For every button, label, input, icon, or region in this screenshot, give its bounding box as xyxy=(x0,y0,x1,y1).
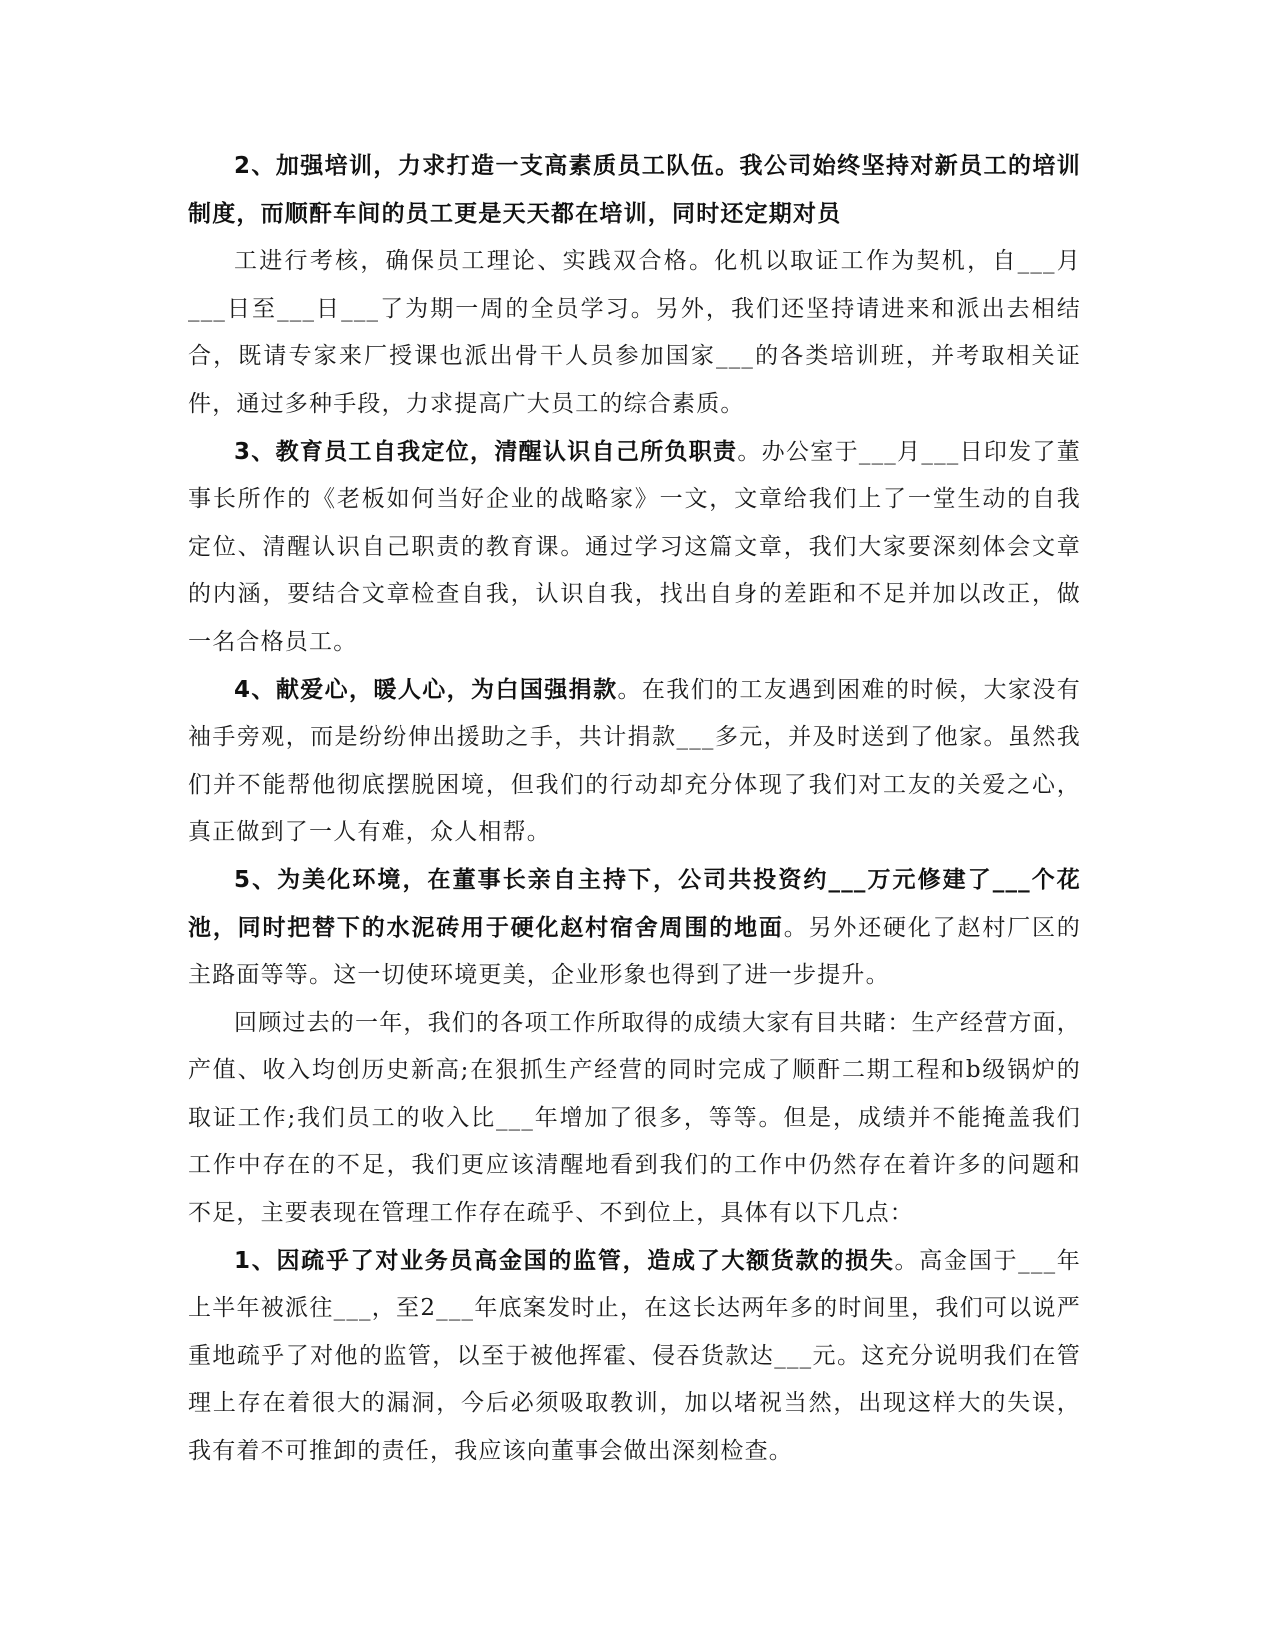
paragraph-donation-heading: 4、献爱心，暖人心，为白国强捐款 xyxy=(234,676,618,703)
paragraph-self-positioning-heading: 3、教育员工自我定位，清醒认识自己所负职责 xyxy=(234,438,738,465)
paragraph-self-positioning-body: 。办公室于___月___日印发了董事长所作的《老板如何当好企业的战略家》一文，文章给我们上了一堂生动的自我定位、清醒认识自己职责的教育课。通过学习这篇文章，我们大家要深刻体会文章的内涵，要结合文章检查自我，认识自我，找出自身的差距和不足并加以改正，做一名合格员工。 xyxy=(188,438,1081,655)
paragraph-review xyxy=(188,1000,1081,1238)
paragraph-environment-heading: 5、为美化环境，在董事长亲自主持下，公司共投资约___万元修建了___个花池，同时把替下的水泥砖用于硬化赵村宿舍周围的地面 xyxy=(188,866,1081,941)
paragraph-training-heading: 2、加强培训，力求打造一支高素质员工队伍。我公司始终坚持对新员工的培训制度，而顺酐车间的员工更是天天都在培训，同时还定期对员 xyxy=(188,153,1081,227)
document-body xyxy=(188,143,1081,1476)
paragraph-training xyxy=(188,143,1081,238)
paragraph-review-body: 回顾过去的一年，我们的各项工作所取得的成绩大家有目共睹：生产经营方面，产值、收入均创历史新高;在狠抓生产经营的同时完成了顺酐二期工程和b级锅炉的取证工作;我们员工的收入比___年增加了很多，等等。但是，成绩并不能掩盖我们工作中存在的不足，我们更应该清醒地看到我们的工作中仍然存在着许多的问题和不足，主要表现在管理工作存在疏乎、不到位上，具体有以下几点： xyxy=(188,1009,1081,1227)
paragraph-donation xyxy=(188,667,1081,857)
paragraph-supervision-heading: 1、因疏乎了对业务员高金国的监管，造成了大额货款的损失 xyxy=(234,1247,895,1274)
paragraph-supervision xyxy=(188,1238,1081,1476)
paragraph-environment-body: 。另外还硬化了赵村厂区的主路面等等。这一切使环境更美，企业形象也得到了进一步提升。 xyxy=(188,914,1081,989)
paragraph-environment xyxy=(188,857,1081,1000)
paragraph-training-continued xyxy=(188,238,1081,428)
paragraph-training-body: 工进行考核，确保员工理论、实践双合格。化机以取证工作为契机，自___月___日至___日___了为期一周的全员学习。另外，我们还坚持请进来和派出去相结合，既请专家来厂授课也派出骨干人员参加国家___的各类培训班，并考取相关证件，通过多种手段，力求提高广大员工的综合素质。 xyxy=(188,248,1081,417)
paragraph-self-positioning xyxy=(188,429,1081,667)
paragraph-supervision-body: 。高金国于___年上半年被派往___，至2___年底案发时止，在这长达两年多的时间里，我们可以说严重地疏乎了对他的监管，以至于被他挥霍、侵吞货款达___元。这充分说明我们在管理上存在着很大的漏洞，今后必须吸取教训，加以堵祝当然，出现这样大的失误，我有着不可推卸的责任，我应该向董事会做出深刻检查。 xyxy=(188,1247,1081,1465)
paragraph-donation-body: 。在我们的工友遇到困难的时候，大家没有袖手旁观，而是纷纷伸出援助之手，共计捐款___多元，并及时送到了他家。虽然我们并不能帮他彻底摆脱困境，但我们的行动却充分体现了我们对工友的关爱之心，真正做到了一人有难，众人相帮。 xyxy=(188,676,1081,846)
